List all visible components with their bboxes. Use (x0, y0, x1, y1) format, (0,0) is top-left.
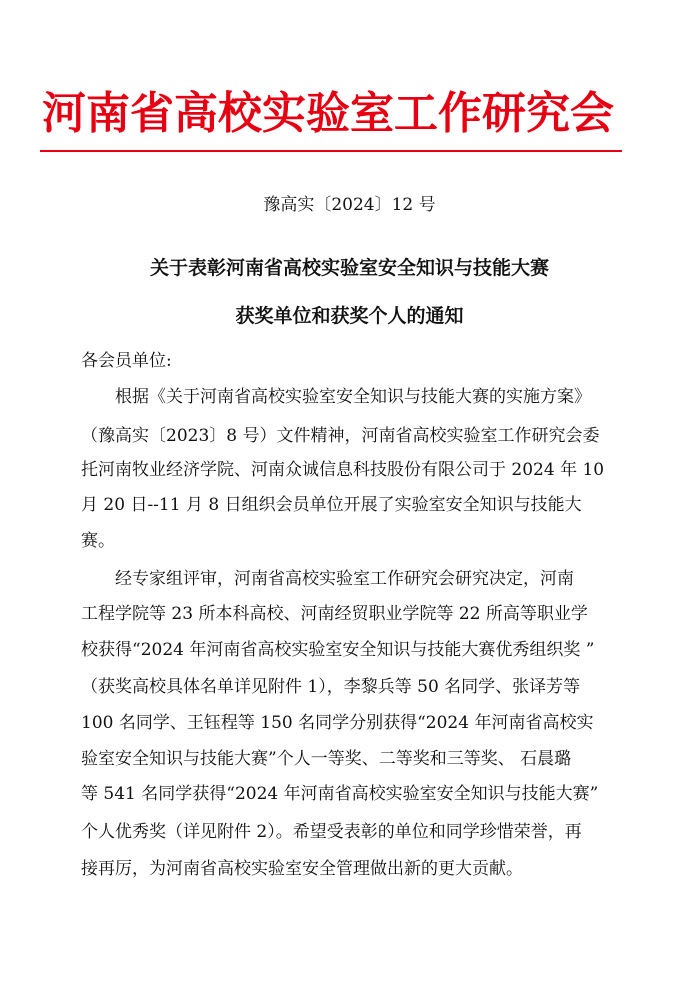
body-text-line: （获奖高校具体名单详见附件 1），李黎兵等 50 名同学、张译芳等 (81, 677, 581, 697)
body-text-line: 根据《关于河南省高校实验室安全知识与技能大赛的实施方案》 (115, 387, 591, 407)
body-text-line: 校获得“2024 年河南省高校实验室安全知识与技能大赛优秀组织奖 ” (81, 640, 595, 660)
body-text-line: 月 20 日--11 月 8 日组织会员单位开展了实验室安全知识与技能大 (81, 495, 582, 515)
body-text-line: 托河南牧业经济学院、河南众诚信息科技股份有限公司于 2024 年 10 (81, 460, 605, 480)
document-number: 豫高实〔2024〕12 号 (263, 195, 436, 215)
notice-title-line-1: 关于表彰河南省高校实验室安全知识与技能大赛 (149, 257, 549, 279)
body-text-line: 验室安全知识与技能大赛”个人一等奖、二等奖和三等奖、 石晨璐 (81, 749, 572, 769)
notice-title-line-2: 获奖单位和获奖个人的通知 (235, 305, 464, 327)
organization-header: 河南省高校实验室工作研究会 (42, 88, 614, 139)
body-text-line: 经专家组评审，河南省高校实验室工作研究会研究决定，河南 (115, 569, 574, 589)
body-text-line: （豫高实〔2023〕8 号）文件精神，河南省高校实验室工作研究会委 (81, 426, 600, 446)
body-text-line: 工程学院等 23 所本科高校、河南经贸职业学院等 22 所高等职业学 (81, 604, 588, 624)
body-text-line: 接再厉，为河南省高校实验室安全管理做出新的更大贡献。 (81, 859, 523, 879)
body-text-line: 个人优秀奖（详见附件 2）。希望受表彰的单位和同学珍惜荣誉，再 (81, 822, 582, 842)
header-red-rule (40, 150, 622, 152)
body-text-line: 等 541 名同学获得“2024 年河南省高校实验室安全知识与技能大赛” (81, 784, 599, 804)
body-text-line: 100 名同学、王钰程等 150 名同学分别获得“2024 年河南省高校实 (81, 713, 594, 733)
salutation: 各会员单位: (81, 351, 172, 371)
body-text-line: 赛。 (81, 531, 115, 551)
